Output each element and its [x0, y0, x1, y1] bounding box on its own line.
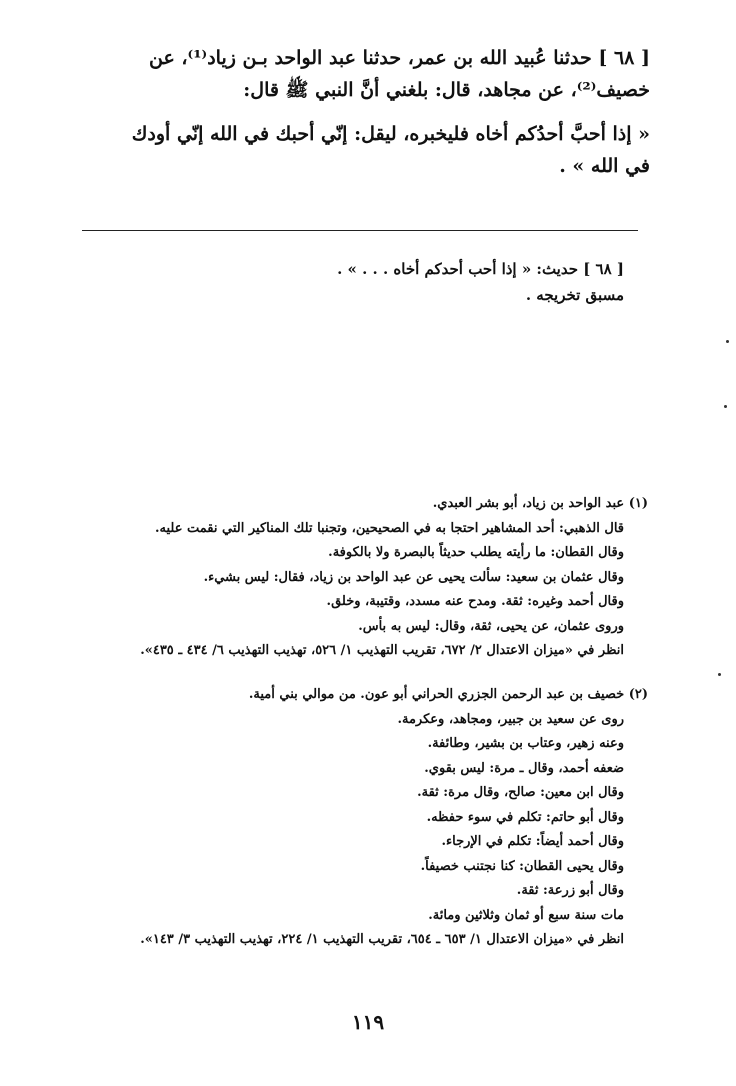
footnote-line: وقال يحيى القطان: كنا نجتنب خصيفاً. — [420, 858, 624, 874]
footnote-line: وقال ابن معين: صالح، وقال مرة: ثقة. — [417, 785, 624, 800]
footnote-2 — [140, 683, 648, 953]
footnote-line: ضعفه أحمد، وقال ـ مرة: ليس بقوي. — [424, 760, 624, 776]
footnote-line: وقال أحمد أيضاً: تكلم في الإرجاء. — [441, 834, 624, 849]
footnote-line: انظر في «ميزان الاعتدال ٢/ ٦٧٢، تقريب التهذيب ١/ ٥٢٦، تهذيب التهذيب ٦/ ٤٣٤ ـ ٤٣٥». — [140, 643, 624, 658]
footnote-line: وقال أبو حاتم: تكلم في سوء حفظه. — [426, 809, 624, 825]
page-number: ١١٩ — [351, 1010, 385, 1034]
footnote-line: انظر في «ميزان الاعتدال ١/ ٦٥٣ ـ ٦٥٤، تقريب التهذيب ١/ ٢٢٤، تهذيب التهذيب ٣/ ١٤٣». — [140, 932, 624, 947]
hadith-line: « إذا أحبَّ أحدُكم أخاه فليخبره، ليقل: إنّي أحبك في الله إنّي أودك — [131, 123, 650, 145]
scan-speck — [726, 340, 729, 343]
footnote-line: وقال عثمان بن سعيد: سألت يحيى عن عبد الواحد بن زياد، فقال: ليس بشيء. — [203, 569, 624, 585]
takhrij-line: مسبق تخريجه . — [525, 286, 624, 304]
footnote-line: وقال أحمد وغيره: ثقة. ومدح عنه مسدد، وقتيبة، وخلق. — [326, 594, 624, 609]
scan-speck — [718, 673, 721, 676]
footnote-line: وروى عثمان، عن يحيى، ثقة، وقال: ليس به بأس. — [358, 618, 624, 634]
footnote-line: مات سنة سبع أو ثمان وثلاثين ومائة. — [428, 907, 624, 923]
takhrij-line: [ ٦٨ ] حديث: « إذا أحب أحدكم أخاه . . . » . — [337, 260, 624, 278]
hadith-line: [ ٦٨ ] حدثنا عُبيد الله بن عمر، حدثنا عبد الواحد بـن زياد⁽¹⁾، عن — [148, 47, 650, 69]
hadith-line: في الله » . — [559, 155, 650, 177]
footnote-line: قال الذهبي: أحد المشاهير احتجا به في الصحيحين، وتجنبا تلك المناكير التي نقمت عليه. — [155, 520, 624, 536]
footnote-line: روى عن سعيد بن جبير، ومجاهد، وعكرمة. — [397, 711, 624, 727]
footnote-line: وقال أبو زرعة: ثقة. — [516, 883, 624, 898]
takhrij-note — [337, 256, 624, 308]
hadith-text — [132, 42, 650, 182]
footnote-line: وقال القطان: ما رأيته يطلب حديثاً بالبصرة ولا بالكوفة. — [328, 545, 624, 560]
footnote-1 — [140, 492, 648, 664]
footnote-line: (١) عبد الواحد بن زياد، أبو بشر العبدي. — [432, 496, 648, 511]
footnote-line: وعنه زهير، وعتاب بن بشير، وطائفة. — [427, 736, 624, 751]
scan-speck — [724, 405, 727, 408]
hadith-line: خصيف⁽²⁾، عن مجاهد، قال: بلغني أنَّ النبي ﷺ قال: — [243, 79, 650, 101]
separator-rule — [82, 230, 638, 231]
footnote-line: (٢) خصيف بن عبد الرحمن الجزري الحراني أبو عون. من موالي بني أمية. — [248, 687, 648, 702]
